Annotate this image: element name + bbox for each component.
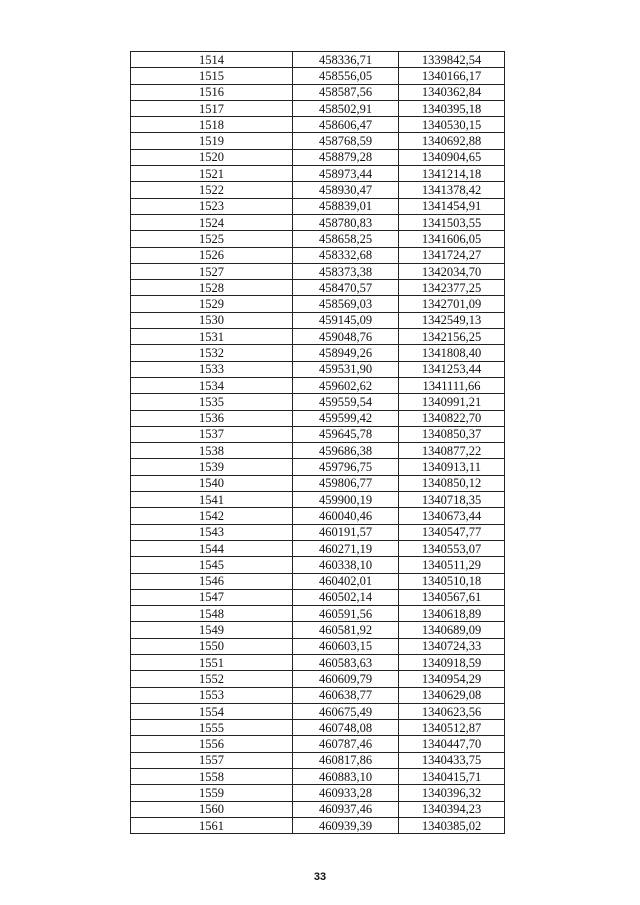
- x-coordinate-cell: 459559,54: [293, 394, 399, 410]
- table-row: [131, 68, 505, 84]
- y-coordinate-cell: 1340547,77: [399, 524, 505, 540]
- table-row: [131, 280, 505, 296]
- x-coordinate-cell: 460939,39: [293, 817, 399, 833]
- point-number-cell: 1531: [131, 329, 293, 345]
- table-row: [131, 443, 505, 459]
- y-coordinate-cell: 1340991,21: [399, 394, 505, 410]
- table-row: [131, 345, 505, 361]
- x-coordinate-cell: 459531,90: [293, 361, 399, 377]
- x-coordinate-cell: 460191,57: [293, 524, 399, 540]
- point-number-cell: 1520: [131, 149, 293, 165]
- y-coordinate-cell: 1340530,15: [399, 117, 505, 133]
- x-coordinate-cell: 458949,26: [293, 345, 399, 361]
- x-coordinate-cell: 460609,79: [293, 671, 399, 687]
- point-number-cell: 1556: [131, 736, 293, 752]
- table-row: [131, 149, 505, 165]
- point-number-cell: 1548: [131, 606, 293, 622]
- table-row: [131, 247, 505, 263]
- table-row: [131, 198, 505, 214]
- y-coordinate-cell: 1340692,88: [399, 133, 505, 149]
- x-coordinate-cell: 458373,38: [293, 263, 399, 279]
- table-row: [131, 475, 505, 491]
- y-coordinate-cell: 1340415,71: [399, 769, 505, 785]
- x-coordinate-cell: 459645,78: [293, 426, 399, 442]
- x-coordinate-cell: 458332,68: [293, 247, 399, 263]
- y-coordinate-cell: 1340618,89: [399, 606, 505, 622]
- point-number-cell: 1546: [131, 573, 293, 589]
- x-coordinate-cell: 458556,05: [293, 68, 399, 84]
- point-number-cell: 1541: [131, 492, 293, 508]
- point-number-cell: 1529: [131, 296, 293, 312]
- x-coordinate-cell: 460933,28: [293, 785, 399, 801]
- y-coordinate-cell: 1341724,27: [399, 247, 505, 263]
- table-row: [131, 671, 505, 687]
- x-coordinate-cell: 460402,01: [293, 573, 399, 589]
- x-coordinate-cell: 458839,01: [293, 198, 399, 214]
- point-number-cell: 1519: [131, 133, 293, 149]
- y-coordinate-cell: 1342549,13: [399, 312, 505, 328]
- table-row: [131, 394, 505, 410]
- y-coordinate-cell: 1341111,66: [399, 377, 505, 393]
- y-coordinate-cell: 1341606,05: [399, 231, 505, 247]
- table-row: [131, 540, 505, 556]
- y-coordinate-cell: 1342156,25: [399, 329, 505, 345]
- x-coordinate-cell: 460591,56: [293, 606, 399, 622]
- table-row: [131, 720, 505, 736]
- table-row: [131, 817, 505, 833]
- x-coordinate-cell: 460271,19: [293, 540, 399, 556]
- y-coordinate-cell: 1340673,44: [399, 508, 505, 524]
- x-coordinate-cell: 458879,28: [293, 149, 399, 165]
- x-coordinate-cell: 458780,83: [293, 214, 399, 230]
- point-number-cell: 1544: [131, 540, 293, 556]
- point-number-cell: 1542: [131, 508, 293, 524]
- point-number-cell: 1523: [131, 198, 293, 214]
- table-row: [131, 801, 505, 817]
- y-coordinate-cell: 1340553,07: [399, 540, 505, 556]
- table-row: [131, 736, 505, 752]
- x-coordinate-cell: 459806,77: [293, 475, 399, 491]
- y-coordinate-cell: 1340433,75: [399, 752, 505, 768]
- table-row: [131, 426, 505, 442]
- point-number-cell: 1514: [131, 52, 293, 68]
- point-number-cell: 1537: [131, 426, 293, 442]
- x-coordinate-cell: 460675,49: [293, 703, 399, 719]
- table-row: [131, 329, 505, 345]
- point-number-cell: 1518: [131, 117, 293, 133]
- table-row: [131, 296, 505, 312]
- x-coordinate-cell: 459900,19: [293, 492, 399, 508]
- point-number-cell: 1533: [131, 361, 293, 377]
- x-coordinate-cell: 459048,76: [293, 329, 399, 345]
- y-coordinate-cell: 1340395,18: [399, 100, 505, 116]
- point-number-cell: 1557: [131, 752, 293, 768]
- point-number-cell: 1526: [131, 247, 293, 263]
- point-number-cell: 1539: [131, 459, 293, 475]
- y-coordinate-cell: 1340850,12: [399, 475, 505, 491]
- table-row: [131, 312, 505, 328]
- point-number-cell: 1515: [131, 68, 293, 84]
- x-coordinate-cell: 458973,44: [293, 166, 399, 182]
- coordinates-table-body: [131, 52, 505, 834]
- table-row: [131, 377, 505, 393]
- point-number-cell: 1516: [131, 84, 293, 100]
- table-row: [131, 410, 505, 426]
- table-row: [131, 52, 505, 68]
- table-row: [131, 182, 505, 198]
- point-number-cell: 1517: [131, 100, 293, 116]
- point-number-cell: 1550: [131, 638, 293, 654]
- table-row: [131, 524, 505, 540]
- y-coordinate-cell: 1340511,29: [399, 557, 505, 573]
- table-row: [131, 508, 505, 524]
- point-number-cell: 1535: [131, 394, 293, 410]
- point-number-cell: 1521: [131, 166, 293, 182]
- table-row: [131, 785, 505, 801]
- y-coordinate-cell: 1340396,32: [399, 785, 505, 801]
- x-coordinate-cell: 458502,91: [293, 100, 399, 116]
- point-number-cell: 1538: [131, 443, 293, 459]
- y-coordinate-cell: 1340629,08: [399, 687, 505, 703]
- y-coordinate-cell: 1340512,87: [399, 720, 505, 736]
- table-row: [131, 459, 505, 475]
- table-row: [131, 654, 505, 670]
- table-row: [131, 84, 505, 100]
- y-coordinate-cell: 1340724,33: [399, 638, 505, 654]
- table-row: [131, 166, 505, 182]
- y-coordinate-cell: 1340850,37: [399, 426, 505, 442]
- x-coordinate-cell: 460583,63: [293, 654, 399, 670]
- page-number: 33: [313, 871, 327, 883]
- y-coordinate-cell: 1340913,11: [399, 459, 505, 475]
- x-coordinate-cell: 460937,46: [293, 801, 399, 817]
- x-coordinate-cell: 459686,38: [293, 443, 399, 459]
- x-coordinate-cell: 459796,75: [293, 459, 399, 475]
- point-number-cell: 1545: [131, 557, 293, 573]
- y-coordinate-cell: 1340510,18: [399, 573, 505, 589]
- table-row: [131, 133, 505, 149]
- y-coordinate-cell: 1340362,84: [399, 84, 505, 100]
- point-number-cell: 1560: [131, 801, 293, 817]
- y-coordinate-cell: 1340822,70: [399, 410, 505, 426]
- table-row: [131, 752, 505, 768]
- y-coordinate-cell: 1340623,56: [399, 703, 505, 719]
- table-row: [131, 622, 505, 638]
- y-coordinate-cell: 1342377,25: [399, 280, 505, 296]
- point-number-cell: 1534: [131, 377, 293, 393]
- table-row: [131, 492, 505, 508]
- point-number-cell: 1540: [131, 475, 293, 491]
- x-coordinate-cell: 458768,59: [293, 133, 399, 149]
- point-number-cell: 1553: [131, 687, 293, 703]
- table-row: [131, 606, 505, 622]
- y-coordinate-cell: 1340877,22: [399, 443, 505, 459]
- x-coordinate-cell: 458587,56: [293, 84, 399, 100]
- x-coordinate-cell: 460040,46: [293, 508, 399, 524]
- x-coordinate-cell: 460748,08: [293, 720, 399, 736]
- y-coordinate-cell: 1340918,59: [399, 654, 505, 670]
- x-coordinate-cell: 459145,09: [293, 312, 399, 328]
- point-number-cell: 1532: [131, 345, 293, 361]
- point-number-cell: 1524: [131, 214, 293, 230]
- point-number-cell: 1547: [131, 589, 293, 605]
- y-coordinate-cell: 1340567,61: [399, 589, 505, 605]
- x-coordinate-cell: 458930,47: [293, 182, 399, 198]
- y-coordinate-cell: 1340166,17: [399, 68, 505, 84]
- table-row: [131, 589, 505, 605]
- point-number-cell: 1522: [131, 182, 293, 198]
- x-coordinate-cell: 460502,14: [293, 589, 399, 605]
- table-row: [131, 769, 505, 785]
- x-coordinate-cell: 460603,15: [293, 638, 399, 654]
- table-row: [131, 100, 505, 116]
- table-row: [131, 557, 505, 573]
- x-coordinate-cell: 460338,10: [293, 557, 399, 573]
- y-coordinate-cell: 1341253,44: [399, 361, 505, 377]
- point-number-cell: 1551: [131, 654, 293, 670]
- y-coordinate-cell: 1341214,18: [399, 166, 505, 182]
- point-number-cell: 1559: [131, 785, 293, 801]
- table-row: [131, 573, 505, 589]
- point-number-cell: 1528: [131, 280, 293, 296]
- y-coordinate-cell: 1339842,54: [399, 52, 505, 68]
- y-coordinate-cell: 1340385,02: [399, 817, 505, 833]
- x-coordinate-cell: 458606,47: [293, 117, 399, 133]
- x-coordinate-cell: 460581,92: [293, 622, 399, 638]
- table-row: [131, 361, 505, 377]
- x-coordinate-cell: 459602,62: [293, 377, 399, 393]
- point-number-cell: 1555: [131, 720, 293, 736]
- point-number-cell: 1552: [131, 671, 293, 687]
- table-row: [131, 703, 505, 719]
- y-coordinate-cell: 1340718,35: [399, 492, 505, 508]
- point-number-cell: 1549: [131, 622, 293, 638]
- y-coordinate-cell: 1340689,09: [399, 622, 505, 638]
- table-row: [131, 117, 505, 133]
- y-coordinate-cell: 1340904,65: [399, 149, 505, 165]
- x-coordinate-cell: 458569,03: [293, 296, 399, 312]
- x-coordinate-cell: 459599,42: [293, 410, 399, 426]
- y-coordinate-cell: 1340954,29: [399, 671, 505, 687]
- point-number-cell: 1527: [131, 263, 293, 279]
- y-coordinate-cell: 1342701,09: [399, 296, 505, 312]
- x-coordinate-cell: 460883,10: [293, 769, 399, 785]
- point-number-cell: 1554: [131, 703, 293, 719]
- table-row: [131, 231, 505, 247]
- y-coordinate-cell: 1341454,91: [399, 198, 505, 214]
- y-coordinate-cell: 1341503,55: [399, 214, 505, 230]
- y-coordinate-cell: 1341378,42: [399, 182, 505, 198]
- table-row: [131, 214, 505, 230]
- point-number-cell: 1561: [131, 817, 293, 833]
- coordinates-table: [130, 51, 505, 834]
- x-coordinate-cell: 460787,46: [293, 736, 399, 752]
- point-number-cell: 1543: [131, 524, 293, 540]
- table-row: [131, 263, 505, 279]
- y-coordinate-cell: 1341808,40: [399, 345, 505, 361]
- table-row: [131, 638, 505, 654]
- x-coordinate-cell: 460638,77: [293, 687, 399, 703]
- x-coordinate-cell: 458658,25: [293, 231, 399, 247]
- point-number-cell: 1558: [131, 769, 293, 785]
- y-coordinate-cell: 1340447,70: [399, 736, 505, 752]
- point-number-cell: 1525: [131, 231, 293, 247]
- y-coordinate-cell: 1340394,23: [399, 801, 505, 817]
- table-row: [131, 687, 505, 703]
- x-coordinate-cell: 460817,86: [293, 752, 399, 768]
- x-coordinate-cell: 458470,57: [293, 280, 399, 296]
- point-number-cell: 1530: [131, 312, 293, 328]
- y-coordinate-cell: 1342034,70: [399, 263, 505, 279]
- x-coordinate-cell: 458336,71: [293, 52, 399, 68]
- point-number-cell: 1536: [131, 410, 293, 426]
